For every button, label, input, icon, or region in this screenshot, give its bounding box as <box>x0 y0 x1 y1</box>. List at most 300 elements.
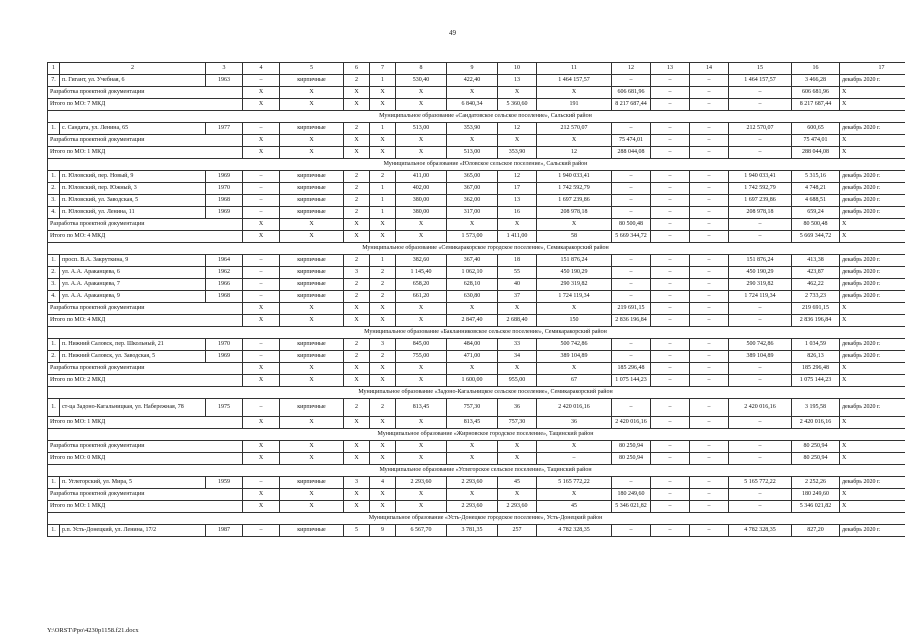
building-cell: 530,40 <box>396 75 447 87</box>
summary-row <box>48 375 905 387</box>
summary-cell: X <box>840 303 905 315</box>
building-cell: – <box>243 255 280 267</box>
column-number-cell: 8 <box>396 63 447 75</box>
building-cell: 353,90 <box>447 123 498 135</box>
building-cell: 2 <box>344 123 370 135</box>
building-cell: 2 <box>344 339 370 351</box>
summary-cell: – <box>537 453 612 465</box>
building-cell: 362,00 <box>447 195 498 207</box>
summary-cell: X <box>243 303 280 315</box>
building-cell: 290 319,82 <box>729 279 792 291</box>
building-cell: 1970 <box>206 183 243 195</box>
building-cell: 208 978,18 <box>729 207 792 219</box>
summary-cell: 8 217 687,44 <box>612 99 651 111</box>
building-cell: 12 <box>498 123 537 135</box>
building-cell: кирпичные <box>280 399 344 417</box>
summary-cell: X <box>243 231 280 243</box>
summary-cell: X <box>840 441 905 453</box>
summary-cell: X <box>447 441 498 453</box>
summary-row <box>48 87 905 99</box>
summary-label: Разработка проектной документации <box>48 363 243 375</box>
summary-cell: X <box>396 219 447 231</box>
building-cell: 2 <box>344 75 370 87</box>
building-cell: 1969 <box>206 351 243 363</box>
building-cell: 1 940 033,41 <box>537 171 612 183</box>
municipality-title: Муниципальное образование «Бакланниковское сельское поселение», Семикаракорский район <box>48 327 905 339</box>
building-cell: – <box>243 351 280 363</box>
building-cell: декабрь 2020 г. <box>840 171 905 183</box>
building-cell: – <box>690 195 729 207</box>
building-cell: 471,00 <box>447 351 498 363</box>
summary-cell: 80 250,94 <box>792 453 840 465</box>
summary-cell: 513,00 <box>447 147 498 159</box>
building-cell: 1969 <box>206 207 243 219</box>
summary-cell: 150 <box>537 315 612 327</box>
column-number-cell: 4 <box>243 63 280 75</box>
building-cell: – <box>651 171 690 183</box>
summary-cell: 12 <box>537 147 612 159</box>
building-cell: 317,00 <box>447 207 498 219</box>
column-number-cell: 6 <box>344 63 370 75</box>
building-cell: кирпичные <box>280 267 344 279</box>
summary-cell: X <box>243 147 280 159</box>
building-cell: 1. <box>48 399 60 417</box>
building-cell: 413,38 <box>792 255 840 267</box>
building-cell: кирпичные <box>280 279 344 291</box>
footer-file-path: Y:\ORST\Ppo\4230p1158.f21.docx <box>47 627 139 634</box>
building-cell: 2 <box>344 183 370 195</box>
building-cell: 1977 <box>206 123 243 135</box>
building-cell: 4. <box>48 207 60 219</box>
building-row <box>48 267 905 279</box>
building-cell: декабрь 2020 г. <box>840 279 905 291</box>
summary-cell: 45 <box>537 501 612 513</box>
building-cell: 1. <box>48 339 60 351</box>
building-cell: 40 <box>498 279 537 291</box>
summary-cell: X <box>840 363 905 375</box>
summary-cell: 5 669 344,72 <box>792 231 840 243</box>
summary-cell: 1 411,00 <box>498 231 537 243</box>
building-cell: 55 <box>498 267 537 279</box>
building-cell: 1968 <box>206 195 243 207</box>
summary-cell: X <box>537 303 612 315</box>
summary-cell: 219 691,15 <box>792 303 840 315</box>
building-cell: – <box>690 123 729 135</box>
summary-label: Итого по МО: 1 МКД <box>48 417 243 429</box>
building-cell: 450 190,29 <box>729 267 792 279</box>
building-cell: 1 464 157,57 <box>537 75 612 87</box>
building-cell: 2. <box>48 183 60 195</box>
building-cell: кирпичные <box>280 75 344 87</box>
building-cell: 1 034,59 <box>792 339 840 351</box>
building-cell: – <box>690 255 729 267</box>
summary-cell: X <box>447 135 498 147</box>
summary-cell: X <box>537 135 612 147</box>
summary-cell: X <box>498 303 537 315</box>
building-cell: 2 293,60 <box>447 477 498 489</box>
summary-cell: 5 346 021,82 <box>612 501 651 513</box>
summary-cell: X <box>370 147 396 159</box>
building-cell: 5 315,16 <box>792 171 840 183</box>
summary-cell: X <box>243 489 280 501</box>
summary-cell: X <box>840 135 905 147</box>
building-cell: декабрь 2020 г. <box>840 195 905 207</box>
building-cell: 2 420 016,16 <box>729 399 792 417</box>
building-row <box>48 255 905 267</box>
municipality-title: Муниципальное образование «Семикаракорское городское поселение», Семикаракорский район <box>48 243 905 255</box>
building-row <box>48 195 905 207</box>
summary-cell: X <box>396 417 447 429</box>
building-cell: 3 <box>344 267 370 279</box>
building-cell: декабрь 2020 г. <box>840 183 905 195</box>
building-cell: 290 319,82 <box>537 279 612 291</box>
municipality-title: Муниципальное образование «Жирновское городское поселение», Тацинский район <box>48 429 905 441</box>
municipality-title: Муниципальное образование «Усть-Донецкое городское поселение», Усть-Донецкий район <box>48 513 905 525</box>
summary-cell: 757,30 <box>498 417 537 429</box>
summary-cell: 1 075 144,23 <box>612 375 651 387</box>
building-row <box>48 123 905 135</box>
building-row <box>48 477 905 489</box>
summary-cell: 1 600,00 <box>447 375 498 387</box>
summary-cell: X <box>243 219 280 231</box>
summary-cell: 80 500,48 <box>792 219 840 231</box>
building-cell: – <box>651 183 690 195</box>
municipality-title-row <box>48 159 905 171</box>
summary-cell: 2 836 196,84 <box>792 315 840 327</box>
building-cell: 389 104,89 <box>729 351 792 363</box>
building-cell: 462,22 <box>792 279 840 291</box>
summary-row <box>48 363 905 375</box>
building-cell: 1 <box>370 195 396 207</box>
building-cell: 2. <box>48 267 60 279</box>
summary-cell: X <box>840 219 905 231</box>
building-cell: декабрь 2020 г. <box>840 255 905 267</box>
column-number-cell: 9 <box>447 63 498 75</box>
building-cell: декабрь 2020 г. <box>840 399 905 417</box>
municipality-title: Муниципальное образование «Углегорское сельское поселение», Тацинский район <box>48 465 905 477</box>
building-cell: 1. <box>48 525 60 537</box>
building-cell: – <box>243 339 280 351</box>
building-cell: декабрь 2020 г. <box>840 351 905 363</box>
building-cell: 1 940 033,41 <box>729 171 792 183</box>
summary-cell: X <box>243 99 280 111</box>
building-cell: – <box>243 267 280 279</box>
summary-cell: X <box>840 417 905 429</box>
summary-cell: 2 836 196,84 <box>612 315 651 327</box>
building-address: п. Юловский, пер. Южный, 3 <box>60 183 206 195</box>
building-cell: 1. <box>48 123 60 135</box>
summary-cell: X <box>280 219 344 231</box>
summary-cell: X <box>498 87 537 99</box>
building-cell: 208 978,18 <box>537 207 612 219</box>
summary-cell: 67 <box>537 375 612 387</box>
building-cell: – <box>612 339 651 351</box>
summary-cell: – <box>690 453 729 465</box>
summary-cell: X <box>396 489 447 501</box>
summary-cell: X <box>396 231 447 243</box>
building-cell: 3 <box>344 477 370 489</box>
summary-cell: X <box>344 231 370 243</box>
summary-cell: X <box>370 417 396 429</box>
summary-cell: X <box>280 417 344 429</box>
summary-cell: X <box>280 135 344 147</box>
building-cell: декабрь 2020 г. <box>840 525 905 537</box>
building-cell: 1968 <box>206 291 243 303</box>
building-address: ул. А.А. Араканцева, 6 <box>60 267 206 279</box>
building-cell: – <box>651 291 690 303</box>
summary-cell: – <box>729 363 792 375</box>
summary-row <box>48 489 905 501</box>
summary-label: Разработка проектной документации <box>48 489 243 501</box>
building-address: р.п. Усть-Донецкий, ул. Ленина, 17/2 <box>60 525 206 537</box>
building-cell: 500 742,86 <box>537 339 612 351</box>
summary-cell: – <box>690 219 729 231</box>
municipality-title: Муниципальное образование «Юловское сельское поселение», Сальский район <box>48 159 905 171</box>
building-cell: 2 <box>344 207 370 219</box>
building-cell: 826,13 <box>792 351 840 363</box>
building-cell: – <box>243 171 280 183</box>
summary-label: Итого по МО: 0 МКД <box>48 453 243 465</box>
building-cell: – <box>243 207 280 219</box>
summary-row <box>48 99 905 111</box>
building-cell: 1969 <box>206 171 243 183</box>
building-cell: кирпичные <box>280 351 344 363</box>
summary-cell: 180 249,60 <box>612 489 651 501</box>
building-address: ул. А.А. Араканцева, 7 <box>60 279 206 291</box>
building-cell: – <box>612 123 651 135</box>
summary-cell: X <box>370 453 396 465</box>
summary-cell: X <box>370 231 396 243</box>
summary-cell: – <box>729 417 792 429</box>
summary-cell: – <box>690 147 729 159</box>
summary-cell: X <box>280 231 344 243</box>
building-row <box>48 171 905 183</box>
summary-label: Итого по МО: 4 МКД <box>48 315 243 327</box>
building-cell: декабрь 2020 г. <box>840 477 905 489</box>
building-cell: 367,40 <box>447 255 498 267</box>
summary-cell: – <box>690 375 729 387</box>
building-row <box>48 75 905 87</box>
column-number-cell: 11 <box>537 63 612 75</box>
summary-cell: X <box>537 87 612 99</box>
summary-cell: 2 847,40 <box>447 315 498 327</box>
building-address: с. Сандата, ул. Ленина, 65 <box>60 123 206 135</box>
summary-cell: X <box>396 99 447 111</box>
building-cell: – <box>690 477 729 489</box>
building-cell: 658,20 <box>396 279 447 291</box>
municipality-title-row <box>48 429 905 441</box>
summary-cell: 2 420 016,16 <box>612 417 651 429</box>
building-cell: – <box>690 339 729 351</box>
building-cell: 2 <box>344 195 370 207</box>
summary-cell: X <box>344 87 370 99</box>
building-cell: кирпичные <box>280 195 344 207</box>
building-cell: 1964 <box>206 255 243 267</box>
summary-cell: 2 293,60 <box>498 501 537 513</box>
building-cell: кирпичные <box>280 171 344 183</box>
summary-cell: X <box>537 219 612 231</box>
building-cell: – <box>612 291 651 303</box>
summary-cell: – <box>690 135 729 147</box>
summary-row <box>48 315 905 327</box>
building-cell: 2. <box>48 351 60 363</box>
summary-label: Разработка проектной документации <box>48 303 243 315</box>
building-cell: 1. <box>48 477 60 489</box>
column-number-cell: 1 <box>48 63 60 75</box>
building-cell: – <box>651 195 690 207</box>
building-cell: – <box>612 207 651 219</box>
column-number-cell: 3 <box>206 63 243 75</box>
building-cell: – <box>690 207 729 219</box>
summary-cell: 288 044,08 <box>612 147 651 159</box>
summary-cell: 80 500,48 <box>612 219 651 231</box>
summary-cell: X <box>537 363 612 375</box>
building-cell: 1 062,10 <box>447 267 498 279</box>
summary-cell: X <box>280 147 344 159</box>
building-cell: 36 <box>498 399 537 417</box>
building-cell: 757,30 <box>447 399 498 417</box>
building-cell: 1 <box>370 207 396 219</box>
building-cell: – <box>690 267 729 279</box>
summary-cell: X <box>243 417 280 429</box>
summary-cell: – <box>651 501 690 513</box>
building-cell: 45 <box>498 477 537 489</box>
column-number-cell: 7 <box>370 63 396 75</box>
summary-cell: – <box>651 441 690 453</box>
summary-cell: 955,00 <box>498 375 537 387</box>
summary-cell: X <box>280 99 344 111</box>
summary-cell: 5 360,60 <box>498 99 537 111</box>
summary-cell: X <box>280 87 344 99</box>
building-cell: 755,00 <box>396 351 447 363</box>
municipality-title-row <box>48 327 905 339</box>
building-cell: – <box>651 267 690 279</box>
summary-cell: – <box>651 303 690 315</box>
summary-cell: – <box>690 87 729 99</box>
building-cell: 2 <box>370 291 396 303</box>
summary-label: Итого по МО: 4 МКД <box>48 231 243 243</box>
summary-cell: 75 474,01 <box>792 135 840 147</box>
building-cell: декабрь 2020 г. <box>840 123 905 135</box>
summary-cell: – <box>729 375 792 387</box>
municipality-title-row <box>48 243 905 255</box>
building-cell: 1975 <box>206 399 243 417</box>
summary-cell: 8 217 687,44 <box>792 99 840 111</box>
building-cell: 1987 <box>206 525 243 537</box>
building-cell: – <box>612 525 651 537</box>
building-cell: 1 697 239,86 <box>729 195 792 207</box>
summary-cell: X <box>840 87 905 99</box>
summary-row <box>48 417 905 429</box>
building-cell: 661,20 <box>396 291 447 303</box>
building-cell: – <box>612 75 651 87</box>
summary-cell: – <box>651 99 690 111</box>
summary-row <box>48 147 905 159</box>
summary-cell: X <box>396 441 447 453</box>
column-number-cell: 15 <box>729 63 792 75</box>
building-cell: 4. <box>48 291 60 303</box>
summary-row <box>48 135 905 147</box>
building-cell: 37 <box>498 291 537 303</box>
building-cell: 2 420 016,16 <box>537 399 612 417</box>
building-cell: 382,60 <box>396 255 447 267</box>
building-cell: 16 <box>498 207 537 219</box>
municipality-title: Муниципальное образование «Задоно-Кагальницкое сельское поселение», Семикаракорский район <box>48 387 905 399</box>
summary-cell: – <box>729 135 792 147</box>
summary-cell: X <box>396 303 447 315</box>
summary-cell: X <box>344 441 370 453</box>
municipality-title-row <box>48 513 905 525</box>
building-cell: 389 104,89 <box>537 351 612 363</box>
building-cell: – <box>243 183 280 195</box>
summary-cell: – <box>690 315 729 327</box>
summary-cell: 1 075 144,23 <box>792 375 840 387</box>
summary-cell: X <box>396 363 447 375</box>
summary-cell: X <box>280 489 344 501</box>
summary-label: Итого по МО: 7 МКД <box>48 99 243 111</box>
building-row <box>48 207 905 219</box>
building-cell: 1966 <box>206 279 243 291</box>
building-cell: – <box>690 525 729 537</box>
summary-cell: 2 420 016,16 <box>792 417 840 429</box>
building-cell: 4 748,21 <box>792 183 840 195</box>
building-cell: 827,20 <box>792 525 840 537</box>
building-cell: – <box>612 195 651 207</box>
building-cell: – <box>612 477 651 489</box>
summary-cell: X <box>840 453 905 465</box>
summary-cell: X <box>370 219 396 231</box>
summary-cell: X <box>498 135 537 147</box>
building-cell: 9 <box>370 525 396 537</box>
building-cell: 17 <box>498 183 537 195</box>
summary-cell: – <box>690 441 729 453</box>
summary-cell: 353,90 <box>498 147 537 159</box>
building-row <box>48 339 905 351</box>
building-cell: – <box>651 123 690 135</box>
summary-cell: X <box>344 315 370 327</box>
summary-cell: X <box>370 87 396 99</box>
building-cell: – <box>243 123 280 135</box>
summary-cell: 80 250,94 <box>612 453 651 465</box>
building-cell: 4 688,51 <box>792 195 840 207</box>
building-cell: – <box>690 351 729 363</box>
summary-cell: X <box>396 147 447 159</box>
summary-cell: X <box>498 453 537 465</box>
building-cell: 4 782 328,35 <box>537 525 612 537</box>
summary-label: Разработка проектной документации <box>48 87 243 99</box>
summary-cell: – <box>651 147 690 159</box>
summary-cell: X <box>243 501 280 513</box>
building-cell: 484,00 <box>447 339 498 351</box>
building-address: п. Нижний Саловск, пер. Школьный, 21 <box>60 339 206 351</box>
building-cell: 3 466,28 <box>792 75 840 87</box>
building-cell: 380,00 <box>396 195 447 207</box>
building-cell: 6 567,70 <box>396 525 447 537</box>
summary-row <box>48 441 905 453</box>
summary-cell: X <box>344 375 370 387</box>
building-cell: 3 781,35 <box>447 525 498 537</box>
building-cell: 1 724 119,34 <box>537 291 612 303</box>
building-cell: 2 <box>344 255 370 267</box>
building-cell: 422,40 <box>447 75 498 87</box>
building-address: п. Нижний Саловск, ул. Заводская, 5 <box>60 351 206 363</box>
building-cell: 1 724 119,34 <box>729 291 792 303</box>
building-cell: 4 <box>370 477 396 489</box>
building-address: п. Углегорский, ул. Мира, 5 <box>60 477 206 489</box>
summary-cell: X <box>447 453 498 465</box>
building-cell: 1 464 157,57 <box>729 75 792 87</box>
building-cell: 257 <box>498 525 537 537</box>
